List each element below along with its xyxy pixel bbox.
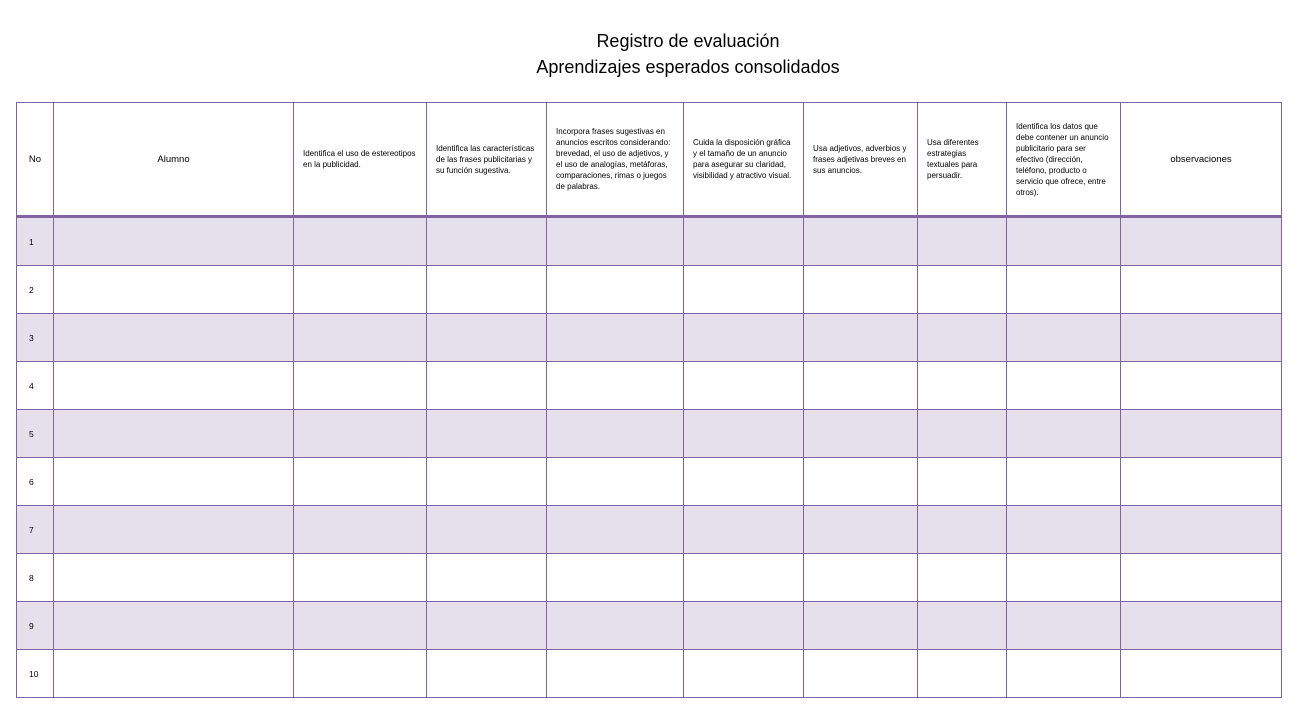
criterion-1-cell[interactable] xyxy=(294,314,427,362)
criterion-3-cell[interactable] xyxy=(547,650,684,698)
criterion-5-cell[interactable] xyxy=(804,314,918,362)
title-line-1: Registro de evaluación xyxy=(596,31,780,51)
criterion-5-cell[interactable] xyxy=(804,602,918,650)
observaciones-cell[interactable] xyxy=(1121,458,1282,506)
criterion-7-cell[interactable] xyxy=(1007,554,1121,602)
criterion-1-cell[interactable] xyxy=(294,602,427,650)
criterion-6-cell[interactable] xyxy=(918,266,1007,314)
criterion-4-cell[interactable] xyxy=(684,650,804,698)
row-number: 8 xyxy=(17,554,54,602)
criterion-6-cell[interactable] xyxy=(918,410,1007,458)
criterion-1-cell[interactable] xyxy=(294,506,427,554)
header-row xyxy=(17,103,1282,217)
header-criterion-7: Identifica los datos que debe contener un anuncio publicitario para ser efectivo (dirección, teléfono, producto o servicio que ofrece, entre otros). xyxy=(1007,103,1121,217)
observaciones-cell[interactable] xyxy=(1121,506,1282,554)
criterion-4-cell[interactable] xyxy=(684,458,804,506)
criterion-3-cell[interactable] xyxy=(547,362,684,410)
criterion-7-cell[interactable] xyxy=(1007,217,1121,266)
criterion-3-cell[interactable] xyxy=(547,266,684,314)
criterion-1-cell[interactable] xyxy=(294,554,427,602)
page-title xyxy=(0,28,1304,80)
table-row xyxy=(17,362,1282,410)
observaciones-cell[interactable] xyxy=(1121,650,1282,698)
criterion-6-cell[interactable] xyxy=(918,554,1007,602)
criterion-5-cell[interactable] xyxy=(804,506,918,554)
header-no: No xyxy=(17,103,54,217)
observaciones-cell[interactable] xyxy=(1121,410,1282,458)
row-number: 1 xyxy=(17,217,54,266)
criterion-4-cell[interactable] xyxy=(684,602,804,650)
criterion-7-cell[interactable] xyxy=(1007,410,1121,458)
alumno-cell[interactable] xyxy=(54,266,294,314)
criterion-5-cell[interactable] xyxy=(804,410,918,458)
header-criterion-4: Cuida la disposición gráfica y el tamaño de un anuncio para asegurar su claridad, visibilidad y atractivo visual. xyxy=(684,103,804,217)
criterion-7-cell[interactable] xyxy=(1007,314,1121,362)
row-number: 2 xyxy=(17,266,54,314)
criterion-3-cell[interactable] xyxy=(547,602,684,650)
header-criterion-5: Usa adjetivos, adverbios y frases adjetivas breves en sus anuncios. xyxy=(804,103,918,217)
criterion-4-cell[interactable] xyxy=(684,314,804,362)
criterion-4-cell[interactable] xyxy=(684,266,804,314)
criterion-4-cell[interactable] xyxy=(684,554,804,602)
criterion-6-cell[interactable] xyxy=(918,650,1007,698)
criterion-1-cell[interactable] xyxy=(294,410,427,458)
criterion-7-cell[interactable] xyxy=(1007,458,1121,506)
criterion-6-cell[interactable] xyxy=(918,362,1007,410)
row-number: 6 xyxy=(17,458,54,506)
criterion-6-cell[interactable] xyxy=(918,314,1007,362)
observaciones-cell[interactable] xyxy=(1121,362,1282,410)
criterion-3-cell[interactable] xyxy=(547,410,684,458)
criterion-3-cell[interactable] xyxy=(547,458,684,506)
alumno-cell[interactable] xyxy=(54,410,294,458)
header-alumno: Alumno xyxy=(54,103,294,217)
row-number: 3 xyxy=(17,314,54,362)
criterion-4-cell[interactable] xyxy=(684,362,804,410)
header-criterion-2: Identifica las características de las frases publicitarias y su función sugestiva. xyxy=(427,103,547,217)
header-criterion-1: Identifica el uso de estereotipos en la publicidad. xyxy=(294,103,427,217)
table-row xyxy=(17,266,1282,314)
alumno-cell[interactable] xyxy=(54,506,294,554)
row-number: 10 xyxy=(17,650,54,698)
criterion-2-cell[interactable] xyxy=(427,458,547,506)
criterion-2-cell[interactable] xyxy=(427,602,547,650)
alumno-cell[interactable] xyxy=(54,602,294,650)
alumno-cell[interactable] xyxy=(54,314,294,362)
criterion-3-cell[interactable] xyxy=(547,314,684,362)
table-row xyxy=(17,506,1282,554)
criterion-2-cell[interactable] xyxy=(427,506,547,554)
alumno-cell[interactable] xyxy=(54,554,294,602)
table-row xyxy=(17,650,1282,698)
criterion-5-cell[interactable] xyxy=(804,362,918,410)
criterion-7-cell[interactable] xyxy=(1007,266,1121,314)
criterion-2-cell[interactable] xyxy=(427,217,547,266)
table-row xyxy=(17,217,1282,266)
header-criterion-6: Usa diferentes estrategias textuales para persuadir. xyxy=(918,103,1007,217)
criterion-1-cell[interactable] xyxy=(294,458,427,506)
criterion-6-cell[interactable] xyxy=(918,458,1007,506)
alumno-cell[interactable] xyxy=(54,650,294,698)
table-row xyxy=(17,602,1282,650)
row-number: 5 xyxy=(17,410,54,458)
criterion-2-cell[interactable] xyxy=(427,362,547,410)
criterion-5-cell[interactable] xyxy=(804,458,918,506)
row-number: 9 xyxy=(17,602,54,650)
criterion-7-cell[interactable] xyxy=(1007,362,1121,410)
criterion-6-cell[interactable] xyxy=(918,217,1007,266)
observaciones-cell[interactable] xyxy=(1121,217,1282,266)
criterion-2-cell[interactable] xyxy=(427,650,547,698)
alumno-cell[interactable] xyxy=(54,458,294,506)
criterion-3-cell[interactable] xyxy=(547,554,684,602)
criterion-3-cell[interactable] xyxy=(547,506,684,554)
alumno-cell[interactable] xyxy=(54,217,294,266)
criterion-1-cell[interactable] xyxy=(294,650,427,698)
observaciones-cell[interactable] xyxy=(1121,602,1282,650)
criterion-4-cell[interactable] xyxy=(684,410,804,458)
criterion-5-cell[interactable] xyxy=(804,217,918,266)
table-row xyxy=(17,314,1282,362)
criterion-2-cell[interactable] xyxy=(427,410,547,458)
table-row xyxy=(17,458,1282,506)
header-observaciones: observaciones xyxy=(1121,103,1282,217)
criterion-6-cell[interactable] xyxy=(918,506,1007,554)
criterion-6-cell[interactable] xyxy=(918,602,1007,650)
table-row xyxy=(17,410,1282,458)
criterion-2-cell[interactable] xyxy=(427,266,547,314)
row-number: 4 xyxy=(17,362,54,410)
criterion-7-cell[interactable] xyxy=(1007,506,1121,554)
evaluation-table xyxy=(16,102,1282,698)
criterion-5-cell[interactable] xyxy=(804,650,918,698)
criterion-1-cell[interactable] xyxy=(294,266,427,314)
criterion-1-cell[interactable] xyxy=(294,362,427,410)
table-body xyxy=(17,217,1282,698)
criterion-2-cell[interactable] xyxy=(427,314,547,362)
criterion-2-cell[interactable] xyxy=(427,554,547,602)
criterion-7-cell[interactable] xyxy=(1007,650,1121,698)
criterion-7-cell[interactable] xyxy=(1007,602,1121,650)
observaciones-cell[interactable] xyxy=(1121,266,1282,314)
table-row xyxy=(17,554,1282,602)
criterion-4-cell[interactable] xyxy=(684,217,804,266)
title-line-2: Aprendizajes esperados consolidados xyxy=(536,57,840,77)
row-number: 7 xyxy=(17,506,54,554)
criterion-5-cell[interactable] xyxy=(804,554,918,602)
criterion-1-cell[interactable] xyxy=(294,217,427,266)
criterion-5-cell[interactable] xyxy=(804,266,918,314)
criterion-4-cell[interactable] xyxy=(684,506,804,554)
observaciones-cell[interactable] xyxy=(1121,314,1282,362)
alumno-cell[interactable] xyxy=(54,362,294,410)
header-criterion-3: Incorpora frases sugestivas en anuncios escritos considerando: brevedad, el uso de adjetivos, y el uso de analogías, metáforas, comparaciones, rimas o juegos de palabras. xyxy=(547,103,684,217)
criterion-3-cell[interactable] xyxy=(547,217,684,266)
observaciones-cell[interactable] xyxy=(1121,554,1282,602)
